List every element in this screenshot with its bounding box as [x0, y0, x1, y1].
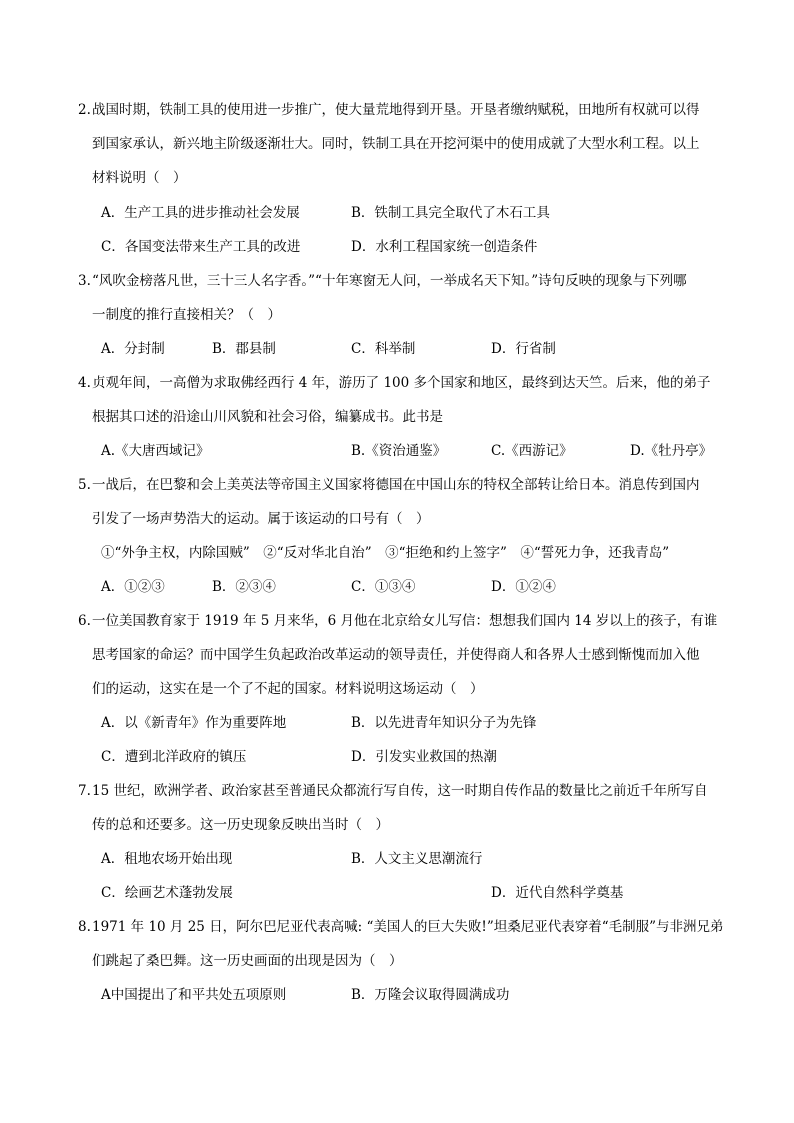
option-c: C．各国变法带来生产工具的改进: [101, 239, 301, 255]
question-number: 7.: [78, 783, 91, 799]
option-d: D．水利工程国家统一创造条件: [351, 239, 538, 255]
question-text-line: 一战后，在巴黎和会上美英法等帝国主义国家将德国在中国山东的特权全部转让给日本。消息传到国内: [92, 477, 700, 493]
question-text-line: 材料说明（ ）: [92, 170, 187, 186]
option-d: D．行省制: [491, 341, 556, 357]
question-text-line: 战国时期，铁制工具的使用进一步推广，使大量荒地得到开垦。开垦者缴纳赋税，田地所有权就可以得: [92, 102, 700, 118]
question-text-line: 传的总和还要多。这一历史现象反映出当时（ ）: [92, 817, 389, 833]
question-text-line: 15 世纪，欧洲学者、政治家甚至普通民众都流行写自传，这一时期自传作品的数量比之前近千年所写自: [92, 783, 708, 799]
question-number: 8.: [78, 919, 91, 935]
question-number: 2.: [78, 102, 91, 118]
question-text-line: 引发了一场声势浩大的运动。属于该运动的口号有（ ）: [92, 511, 430, 527]
option-a: A中国提出了和平共处五项原则: [101, 987, 287, 1003]
question-text-line: 们跳起了桑巴舞。这一历史画面的出现是因为（ ）: [92, 953, 403, 969]
question-text-line: 1971 年 10 月 25 日，阿尔巴尼亚代表高喊: “美国人的巨大失败!”坦桑尼亚代表穿着“毛制服”与非洲兄弟: [92, 919, 724, 935]
option-b: B．②③④: [212, 579, 276, 595]
option-b: B．万隆会议取得圆满成功: [351, 987, 510, 1003]
question-text-line: “风吹金榜落凡世，三十三人名字香。”“十年寒窗无人问，一举成名天下知。”诗句反映的现象与下列哪: [92, 273, 687, 289]
question-text-line: 一制度的推行直接相关？（ ）: [92, 307, 281, 323]
option-d: D．①②④: [491, 579, 556, 595]
option-d: D．近代自然科学奠基: [491, 885, 624, 901]
option-a: A．以《新青年》作为重要阵地: [101, 715, 287, 731]
question-number: 6.: [78, 613, 91, 629]
option-b: B．以先进青年知识分子为先锋: [351, 715, 537, 731]
option-a: A.《大唐西域记》: [101, 443, 210, 459]
option-a: A．分封制: [101, 341, 165, 357]
question-text-line: 贞观年间，一高僧为求取佛经西行 4 年，游历了 100 多个国家和地区，最终到达天竺。后来，他的弟子: [92, 375, 711, 391]
question-text-line: 们的运动，这实在是一个了不起的国家。材料说明这场运动（ ）: [92, 681, 484, 697]
question-number: 4.: [78, 375, 91, 391]
question-statements: ①“外争主权，内除国贼” ②“反对华北自治” ③“拒绝和约上签字” ④“誓死力争，还我青岛”: [101, 545, 670, 561]
question-text-line: 一位美国教育家于 1919 年 5 月来华，6 月他在北京给女儿写信：想想我们国内 14 岁以上的孩子，有谁: [92, 613, 718, 629]
option-b: B．铁制工具完全取代了木石工具: [351, 205, 550, 221]
question-text-line: 到国家承认，新兴地主阶级逐渐壮大。同时，铁制工具在开挖河渠中的使用成就了大型水利工程。以上: [92, 136, 700, 152]
option-d: D．引发实业救国的热潮: [351, 749, 497, 765]
option-c: C．遭到北洋政府的镇压: [101, 749, 247, 765]
question-text-line: 思考国家的命运？而中国学生负起政治改革运动的领导责任，并使得商人和各界人士感到惭愧而加入他: [92, 647, 700, 663]
question-number: 3.: [78, 273, 91, 289]
option-c: C．绘画艺术蓬勃发展: [101, 885, 233, 901]
option-b: B．人文主义思潮流行: [351, 851, 483, 867]
question-text-line: 根据其口述的沿途山川风貌和社会习俗，编纂成书。此书是: [92, 409, 443, 425]
option-a: A．租地农场开始出现: [101, 851, 233, 867]
question-number: 5.: [78, 477, 91, 493]
option-d: D.《牡丹亭》: [630, 443, 713, 459]
option-c: C．科举制: [351, 341, 416, 357]
option-c: C.《西游记》: [491, 443, 573, 459]
option-c: C．①③④: [351, 579, 416, 595]
option-a: A．生产工具的进步推动社会发展: [101, 205, 300, 221]
option-a: A．①②③: [101, 579, 165, 595]
option-b: B．郡县制: [212, 341, 276, 357]
option-b: B.《资治通鉴》: [351, 443, 447, 459]
